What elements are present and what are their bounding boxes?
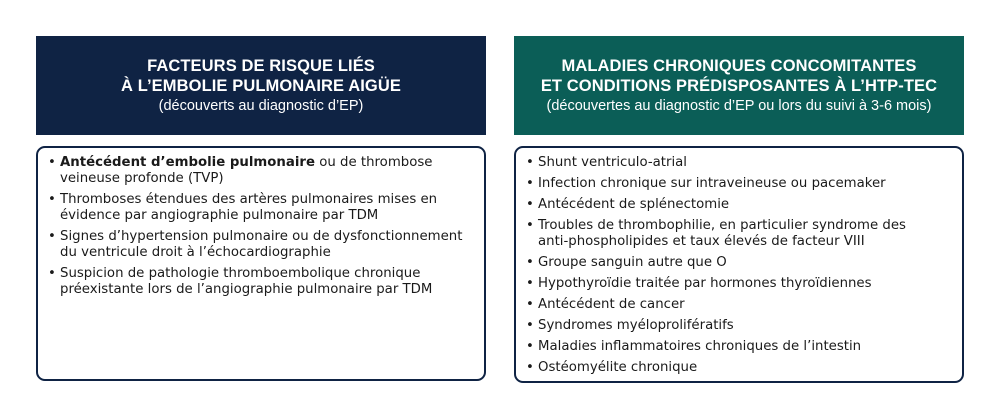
list-item xyxy=(524,176,954,192)
risk-factors-panel xyxy=(36,36,486,381)
list-item-text: préexistante lors de l’angiographie pulmonaire par TDM xyxy=(60,282,433,297)
list-item xyxy=(46,229,476,261)
list-item-bold: Antécédent d’embolie pulmonaire xyxy=(60,155,315,170)
list-item-text: anti-phospholipides et taux élevés de facteur VIII xyxy=(538,234,865,249)
risk-factors-title-line2: À L’EMBOLIE PULMONAIRE AIGÜE xyxy=(121,76,401,95)
list-item-text: Syndromes myéloprolifératifs xyxy=(538,318,734,333)
risk-factors-title-line1: FACTEURS DE RISQUE LIÉS xyxy=(147,56,375,75)
list-item-text: veineuse profonde (TVP) xyxy=(60,171,224,186)
list-item-text: Ostéomyélite chronique xyxy=(538,360,698,375)
risk-factors-subtitle: (découverts au diagnostic d’EP) xyxy=(158,97,364,114)
list-item-text: du ventricule droit à l’échocardiographie xyxy=(60,245,331,260)
chronic-conditions-panel xyxy=(514,36,964,383)
list-item xyxy=(46,155,476,187)
chronic-conditions-title-line1: MALADIES CHRONIQUES CONCOMITANTES xyxy=(561,56,917,75)
list-item-text: évidence par angiographie pulmonaire par TDM xyxy=(60,208,379,223)
list-item-text: Thromboses étendues des artères pulmonaires mises en xyxy=(60,192,438,207)
chronic-conditions-list xyxy=(524,155,954,376)
list-item-text: Shunt ventriculo-atrial xyxy=(538,155,687,170)
list-item xyxy=(524,255,954,271)
list-item-text: Hypothyroïdie traitée par hormones thyroïdiennes xyxy=(538,276,872,291)
list-item-text: Groupe sanguin autre que O xyxy=(538,255,727,270)
list-item xyxy=(524,360,954,376)
list-item-text: Signes d’hypertension pulmonaire ou de dysfonctionnement xyxy=(60,229,463,244)
list-item xyxy=(524,197,954,213)
list-item xyxy=(524,297,954,313)
list-item xyxy=(46,266,476,298)
chronic-conditions-title-line2: ET CONDITIONS PRÉDISPOSANTES À L’HTP-TEC xyxy=(540,76,938,95)
list-item-text: Troubles de thrombophilie, en particulier syndrome des xyxy=(538,218,906,233)
list-item xyxy=(524,218,954,250)
chronic-conditions-subtitle: (découvertes au diagnostic d’EP ou lors du suivi à 3-6 mois) xyxy=(546,97,932,114)
list-item-text: Infection chronique sur intraveineuse ou pacemaker xyxy=(538,176,886,191)
chronic-conditions-header xyxy=(514,36,964,135)
list-item xyxy=(524,155,954,171)
list-item-text: Suspicion de pathologie thromboembolique chronique xyxy=(60,266,421,281)
list-item xyxy=(524,276,954,292)
list-item-text: ou de thrombose xyxy=(315,155,433,170)
risk-factors-list xyxy=(46,155,476,298)
list-item xyxy=(524,339,954,355)
list-item xyxy=(524,318,954,334)
list-item-text: Antécédent de cancer xyxy=(538,297,685,312)
list-item xyxy=(46,192,476,224)
risk-factors-list-box xyxy=(36,146,486,381)
list-item-text: Antécédent de splénectomie xyxy=(538,197,730,212)
risk-factors-header xyxy=(36,36,486,135)
chronic-conditions-list-box xyxy=(514,146,964,383)
list-item-text: Maladies inflammatoires chroniques de l’intestin xyxy=(538,339,862,354)
